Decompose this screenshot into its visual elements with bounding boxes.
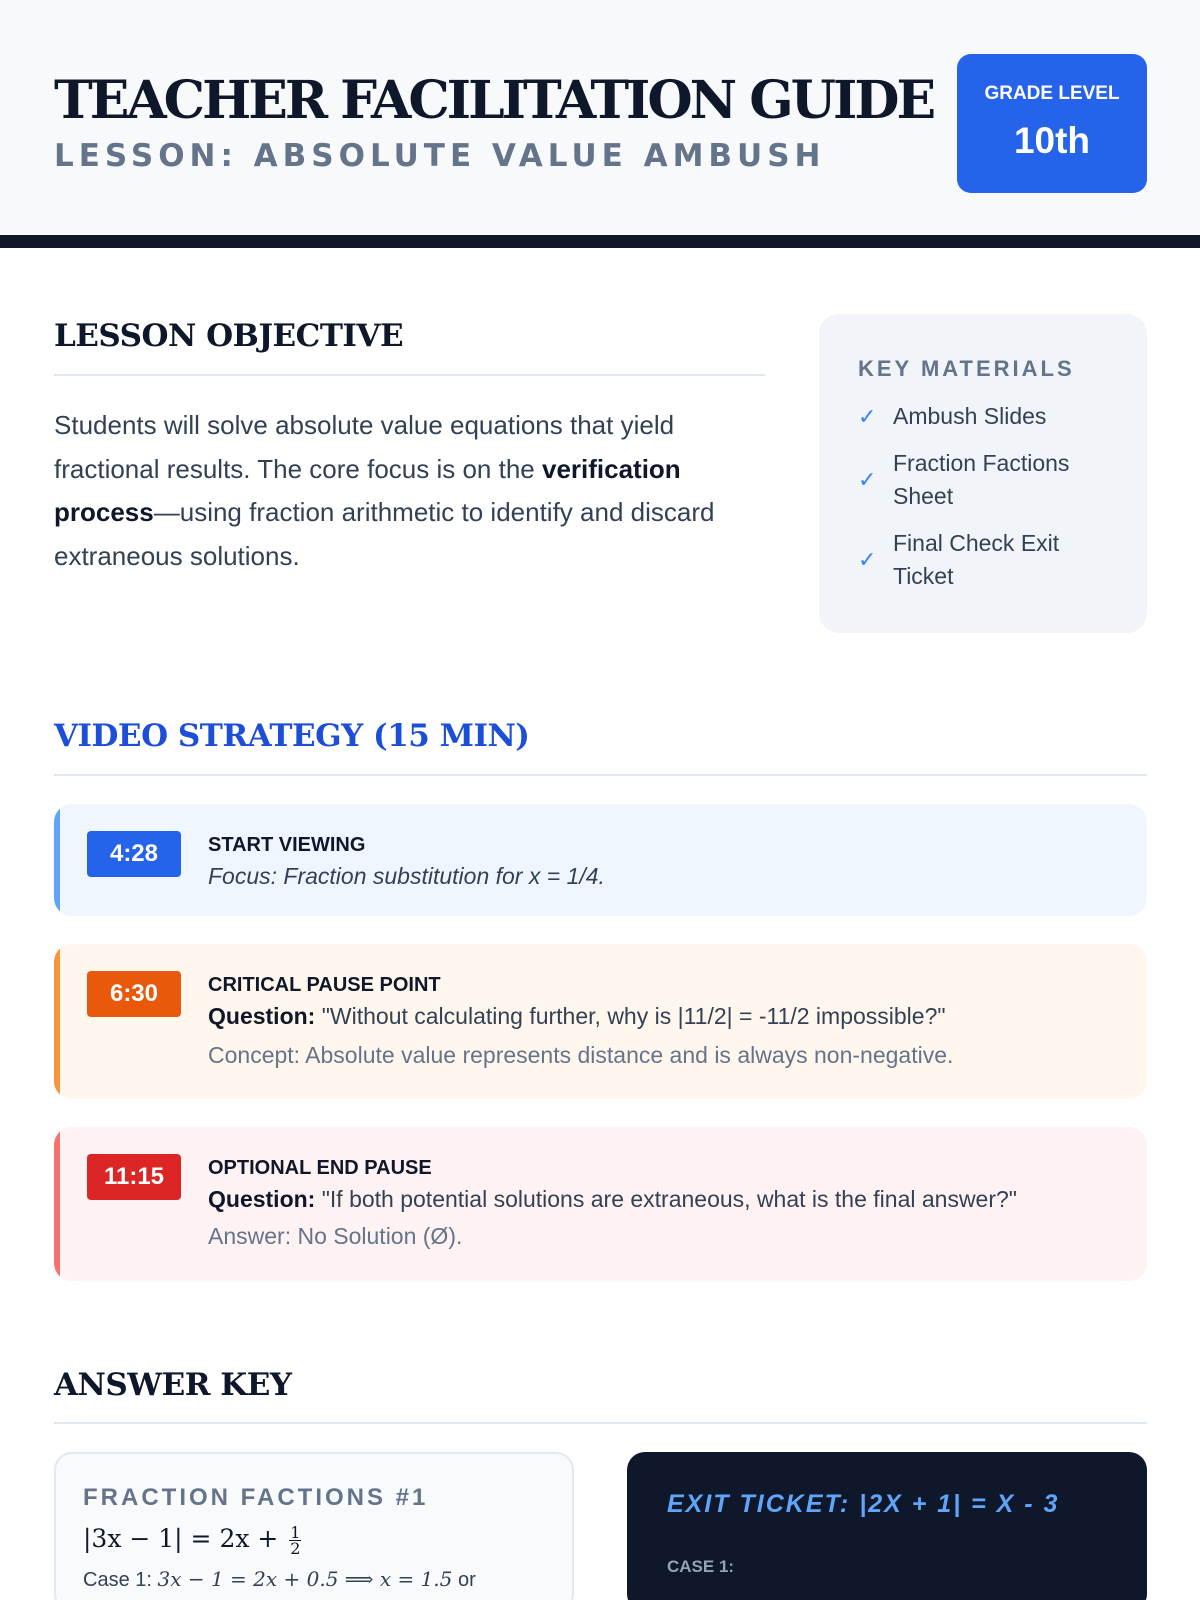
video-cue-card [54,944,1147,1099]
objective-text-part-1: Students will solve absolute value equations that yield fractional results. The core focus is on the [54,410,675,484]
timestamp-badge: 4:28 [87,831,181,877]
card-accent-bar [54,944,60,1099]
grade-level-badge [957,54,1147,193]
cue-concept: Concept: Absolute value represents distance and is always non-negative. [208,1042,954,1068]
cue-focus: Focus: Fraction substitution for x = 1/4. [208,863,605,889]
case-label: Case 1: [83,1569,158,1591]
exit-ticket-card [627,1452,1147,1600]
timestamp-badge: 11:15 [87,1154,181,1200]
objective-divider [54,374,765,376]
check-icon: ✓ [858,404,877,429]
card-accent-bar [54,1127,60,1281]
video-strategy-divider [54,774,1147,776]
material-item-label: Final Check Exit Ticket [893,530,1060,589]
answer-key-heading: ANSWER KEY [54,1367,292,1403]
question-text: "If both potential solutions are extraneous, what is the final answer?" [315,1186,1017,1212]
page-title: TEACHER FACILITATION GUIDE [54,70,934,131]
check-icon: ✓ [858,547,877,572]
fraction-denominator: 2 [290,1539,301,1558]
cue-question [208,1003,946,1030]
equation-fraction [289,1525,301,1556]
answer-key-divider [54,1422,1147,1424]
cue-title: CRITICAL PAUSE POINT [208,974,441,996]
objective-text-part-2: —using fraction arithmetic to identify and discard extraneous solutions. [54,497,715,571]
question-text: "Without calculating further, why is |11/2| = -11/2 impossible?" [315,1003,946,1029]
objective-text [54,404,764,578]
grade-level-label: GRADE LEVEL [984,83,1120,104]
objective-heading: LESSON OBJECTIVE [54,318,404,354]
check-icon: ✓ [858,467,877,492]
case-tail: or [452,1569,476,1591]
lesson-subtitle: LESSON: ABSOLUTE VALUE AMBUSH [54,138,826,174]
case-1-work [83,1567,476,1592]
exit-ticket-case-label: CASE 1: [667,1557,735,1576]
material-item-label: Fraction Factions Sheet [893,450,1070,509]
equation-text: |3x − 1| = 2x + [83,1524,287,1553]
cue-question [208,1186,1017,1213]
problem-equation [83,1524,301,1556]
question-label: Question: [208,1186,316,1212]
video-strategy-heading: VIDEO STRATEGY (15 MIN) [54,718,530,754]
key-materials-panel [819,314,1147,633]
cue-title: OPTIONAL END PAUSE [208,1157,432,1179]
fraction-factions-title: FRACTION FACTIONS #1 [83,1484,429,1511]
case-math: 3x − 1 = 2x + 0.5 ⟹ x = 1.5 [157,1567,453,1591]
video-cue-card [54,1127,1147,1281]
video-cue-card [54,804,1147,916]
question-label: Question: [208,1003,316,1029]
page-header [0,0,1200,248]
fraction-factions-card [54,1452,574,1600]
cue-title: START VIEWING [208,834,366,856]
key-materials-heading: KEY MATERIALS [858,356,1075,381]
cue-answer: Answer: No Solution (Ø). [208,1223,463,1249]
material-item-label: Ambush Slides [893,403,1047,429]
objective-text-emphasis: verification process [54,453,681,527]
timestamp-badge: 6:30 [87,971,181,1017]
exit-ticket-title: EXIT TICKET: |2X + 1| = X - 3 [667,1490,1060,1518]
card-accent-bar [54,804,60,916]
grade-level-value: 10th [1013,120,1091,161]
fraction-numerator: 1 [290,1523,301,1542]
